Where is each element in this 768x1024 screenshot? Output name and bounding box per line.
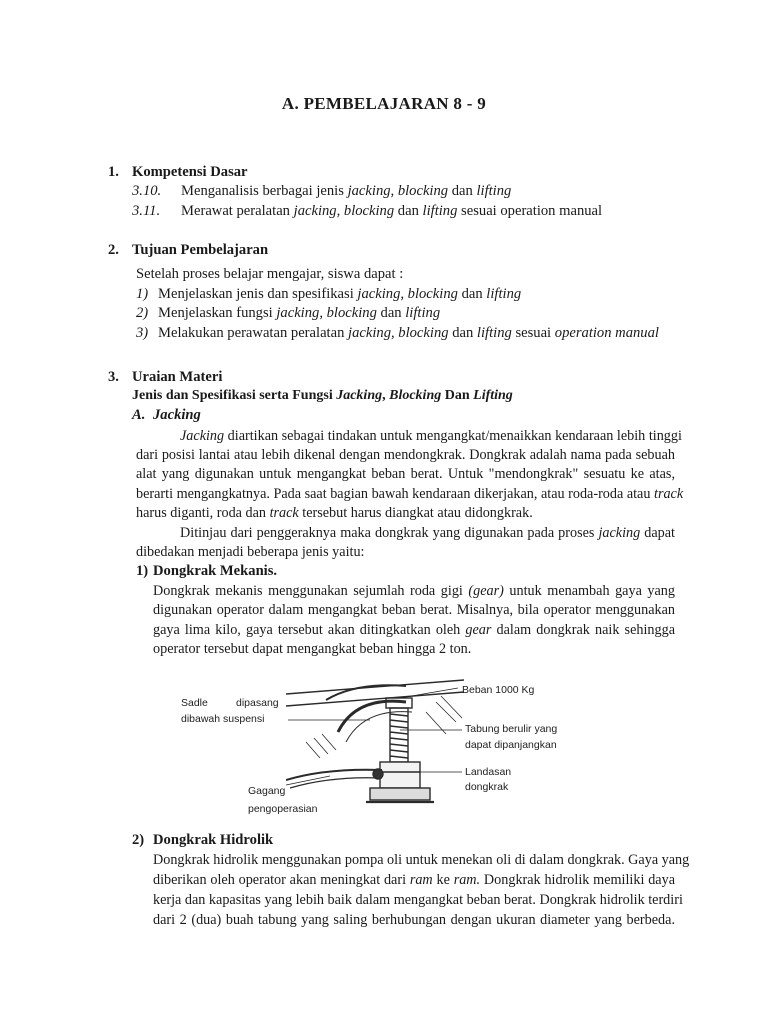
figure-label-landasan-1: Landasan bbox=[465, 766, 512, 778]
materi-subheading: Jenis dan Spesifikasi serta Fungsi Jacking, Blocking Dan Lifting bbox=[132, 388, 513, 403]
figure-label-gagang-2: pengoperasian bbox=[248, 803, 318, 815]
figure-label-dipasang: dipasang bbox=[236, 697, 279, 709]
tujuan-item-number: 3) bbox=[136, 325, 149, 341]
figure-label-tabung-2: dapat dipanjangkan bbox=[465, 739, 557, 751]
mekanis-number: 1) bbox=[136, 563, 149, 579]
paragraph-line: operator tersebut dapat mengangkat beban hingga 2 ton. bbox=[153, 641, 472, 657]
hidrolik-heading: Dongkrak Hidrolik bbox=[153, 832, 274, 848]
paragraph-line: digunakan operator dalam mengangkat beban berat. Misalnya, bila operator menggunakan bbox=[153, 602, 675, 618]
figure-label-tabung-1: Tabung berulir yang bbox=[465, 723, 558, 735]
tujuan-item-text: Menjelaskan fungsi jacking, blocking dan lifting bbox=[158, 305, 441, 321]
tujuan-item-text: Menjelaskan jenis dan spesifikasi jacking, blocking dan lifting bbox=[158, 286, 522, 302]
tujuan-intro: Setelah proses belajar mengajar, siswa dapat : bbox=[136, 266, 404, 282]
kd-item-text: Merawat peralatan jacking, blocking dan lifting sesuai operation manual bbox=[181, 203, 603, 219]
paragraph-line: alat yang digunakan untuk mengangkat beban berat. Untuk "mendongkrak" sesuatu ke atas, bbox=[136, 466, 675, 482]
kd-item-text: Menganalisis berbagai jenis jacking, blocking dan lifting bbox=[181, 183, 512, 199]
mekanis-heading: Dongkrak Mekanis. bbox=[153, 563, 278, 579]
paragraph-line: Ditinjau dari penggeraknya maka dongkrak yang digunakan pada proses jacking dapat bbox=[180, 525, 675, 541]
paragraph-line: gaya lima kilo, gaya tersebut akan ditingkatkan oleh gear dalam dongkrak naik sehingga bbox=[153, 622, 675, 638]
paragraph-line: dari 2 (dua) buah tabung yang saling berhubungan dengan ukuran diameter yang berbeda. bbox=[153, 912, 675, 928]
paragraph-line: diberikan oleh operator akan meningkat dari ram ke ram. Dongkrak hidrolik memiliki daya bbox=[153, 872, 675, 888]
paragraph-line: berarti mengangkatnya. Pada saat bagian bawah kendaraan dikerjakan, atau roda-roda atau track bbox=[136, 486, 684, 502]
figure-label-beban: Beban 1000 Kg bbox=[462, 684, 535, 696]
section-2-number: 2. bbox=[108, 242, 119, 258]
paragraph-line: kerja dan kapasitas yang lebih baik dalam mengangkat beban berat. Dongkrak hidrolik terdiri bbox=[153, 892, 683, 908]
section-1-heading: Kompetensi Dasar bbox=[132, 164, 248, 180]
sub-a-number: A. bbox=[132, 407, 146, 423]
tujuan-item-number: 1) bbox=[136, 286, 149, 302]
tujuan-item-text: Melakukan perawatan peralatan jacking, blocking dan lifting sesuai operation manual bbox=[158, 325, 659, 341]
sub-a-label: Jacking bbox=[153, 407, 201, 423]
paragraph-line: dari posisi lantai atau lebih dikenal dengan mendongkrak. Dongkrak adalah nama pada sebuah bbox=[136, 447, 675, 463]
tujuan-item-number: 2) bbox=[136, 305, 149, 321]
paragraph-line: Jacking diartikan sebagai tindakan untuk mengangkat/menaikkan kendaraan lebih tinggi bbox=[180, 428, 682, 444]
paragraph-line: harus diganti, roda dan track tersebut harus diangkat atau didongkrak. bbox=[136, 505, 533, 521]
section-3-number: 3. bbox=[108, 369, 119, 385]
hidrolik-number: 2) bbox=[132, 832, 145, 848]
figure-label-dibawah: dibawah suspensi bbox=[181, 713, 265, 725]
paragraph-line: Dongkrak hidrolik menggunakan pompa oli untuk menekan oli di dalam dongkrak. Gaya yang bbox=[153, 852, 690, 868]
figure-label-landasan-2: dongkrak bbox=[465, 781, 509, 793]
paragraph-line: Dongkrak mekanis menggunakan sejumlah roda gigi (gear) untuk menambah gaya yang bbox=[153, 583, 675, 599]
section-2-heading: Tujuan Pembelajaran bbox=[132, 242, 269, 258]
kd-item-number: 3.11. bbox=[132, 203, 161, 219]
kd-item-number: 3.10. bbox=[132, 183, 162, 199]
figure-label-gagang-1: Gagang bbox=[248, 785, 286, 797]
figure-label-sadle: Sadle bbox=[181, 697, 208, 709]
section-1-number: 1. bbox=[108, 164, 119, 180]
paragraph-line: dibedakan menjadi beberapa jenis yaitu: bbox=[136, 544, 365, 560]
section-3-heading: Uraian Materi bbox=[132, 369, 223, 385]
page-title: A. PEMBELAJARAN 8 - 9 bbox=[281, 94, 487, 113]
